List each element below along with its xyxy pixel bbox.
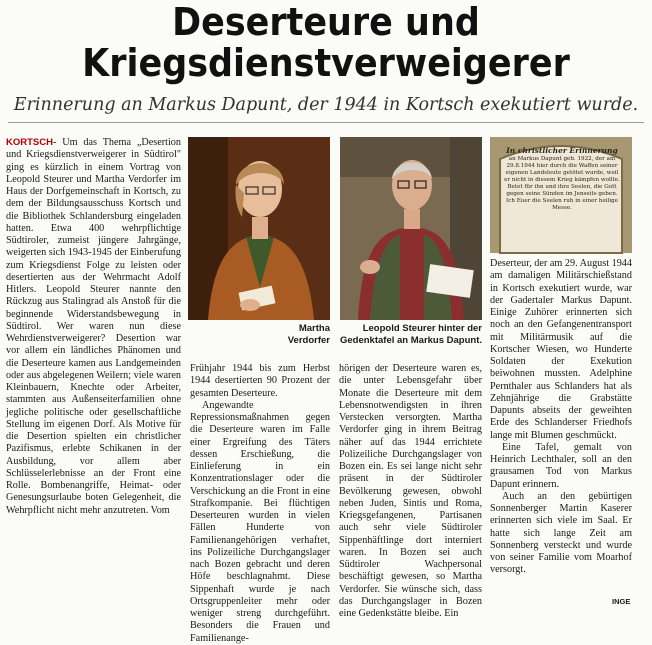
tablet-inscription — [504, 147, 620, 212]
paragraph: Angewandte Repressionsmaßnahmen gegen die Deserteure waren im Falle einer Ergreifung des Täters dessen Erschießung, die Einlieferung in ein Konzentrationslager oder die Verschickung an die Front in eine Strafkompanie. Bei flüchtigen Deserteuren wurden in vielen Fällen Hunderte von Familienangehörigen verhaftet, ins Polizeiliche Durchgangslager nach Bozen gebracht und deren Höfe beschlagnahmt. Diese Sippenhaft wurde je nach Ortsgruppenleiter mehr oder weniger streng durchgeführt. Besonders die Frauen und Familienange- — [190, 399, 330, 644]
paragraph: Auch an den gebürtigen Sonnenberger Martin Kaserer erinnerten sich viele im Saal. Er hatte sich lange Zeit am Sonnenberg versteckt und wurde von seiner Familie vom Moarhof versorgt. — [490, 490, 632, 576]
headline-line-1: Deserteure und — [172, 0, 480, 44]
dateline: KORTSCH — [6, 137, 53, 148]
paragraph: Eine Tafel, gemalt von Heinrich Lechthaler, soll an den grausamen Tod von Markus Dapunt erinnern. — [490, 441, 632, 490]
paragraph — [6, 137, 181, 517]
tablet-text: an Markus Dapunt geb. 1922, der am 29.8.1944 hier durch die Waffen seiner eigenen Landsleute getötet wurde, weil er nicht in diesem Krieg kämpfen wollte. Betet für ihn und ihre Seelen, die Gott gegen seine Sünden im Jenseits geben. Ich Euer die Seelen ruh in einer heilige Messe. — [504, 156, 620, 211]
photo-martha-verdorfer — [188, 137, 330, 320]
divider — [8, 122, 644, 123]
photo-leopold-steurer — [340, 137, 482, 320]
photo-illustration — [188, 137, 330, 320]
headline-line-2: Kriegsdienstverweigerer — [82, 41, 570, 85]
caption-line: Gedenktafel an Markus Dapunt. — [340, 334, 483, 346]
photo-memorial-tablet — [490, 137, 632, 253]
photo-illustration — [340, 137, 482, 320]
paragraph-text: - Um das Thema „Desertion und Kriegsdienstverweigerer in Südtirol" ging es kürzlich in einem Vortrag von Leopold Steurer und Martha Verdorfer im Haus der Dorfgemeinschaft in Kortsch, zu dem der Bildungsausschuss Kortsch und die Bibliothek Schlandersburg eingeladen hatten. Etwa 400 wehrpflichtige Südtiroler, zumeist jüngere Jahrgänge, weigerten sich 1943-1945 der Einberufung zum Kriegsdienst Folge zu leisten oder desertierten aus der Wehrmacht Adolf Hitlers. Leopold Steurer nannte den Rückzug aus Stalingrad als Anstoß für die beginnende Widerstandsbewegung in Südtirol. Wer waren nun diese Wehrdienstverweigerer? Desertion war vor allem ein ländliches Phänomen und die Deserteure kamen aus Landgemeinden oder aus abgelegenen Weilern; viele waren Kleinbauern, Knechte oder Arbeiter, stammten aus Außenseiterfamilien ohne jegliche politische oder gesellschaftliche Stellung im eigenen Dorf. Als Motive für die Desertion spielten ein christlicher Pazifismus, erlebte Schikanen in der Ausbildung, vor allem aber Schlüsselerlebnisse an der Front eine Rolle. Bombenangriffe, Heimat- oder Genesungsurlaube boten Gelegenheit, die Wehrpflicht nicht mehr anzutreten. Vom — [6, 137, 181, 516]
article-column-3 — [339, 363, 482, 623]
caption-line: Verdorfer — [287, 334, 330, 346]
photo-2-caption — [340, 323, 482, 346]
photo-1-caption — [250, 323, 330, 346]
subtitle: Erinnerung an Markus Dapunt, der 1944 in Kortsch exekutiert wurde. — [13, 95, 639, 115]
article-column-4 — [490, 258, 632, 590]
caption-line: Leopold Steurer hinter der — [362, 323, 482, 334]
author-signature: INGE — [612, 597, 631, 606]
caption-line: Martha — [298, 323, 330, 334]
paragraph: Frühjahr 1944 bis zum Herbst 1944 desertierten 90 Prozent der gesamten Deserteure. — [190, 363, 330, 399]
article-column-2 — [190, 363, 330, 644]
paragraph: Deserteur, der am 29. August 1944 am damaligen Militärschießstand in Kortsch exekutiert wurde, war der Gadertaler Markus Dapunt. Einige Zuhörer erinnerten sich noch an den Gefangenentransport mit Militärmusik auf die Kortscher Wiesen, wo Hunderte Soldaten der Exekution beiwohnen mussten. Adelphine Pernthaler aus Schlanders hat als Zehnjährige die Grabstätte Dapunts abseits der geweihten Erde des Schlanderser Friedhofs lange mit Blumen geschmückt. — [490, 258, 632, 441]
tablet-title: In christlicher Erinnerung — [506, 146, 618, 155]
paragraph: hörigen der Deserteure waren es, die unter Lebensgefahr über Monate die Deserteure mit dem Lebensnotwendigsten in ihren Verstecken versorgten. Martha Verdorfer ging in ihrem Beitrag näher auf das 1944 errichtete Polizeiliche Durchgangslager von Bozen ein. Es sei lange nicht sehr präsent in der Südtiroler Bevölkerung gewesen, obwohl neben Juden, Sintis und Roma, Kriegsgefangenen, Partisanen auch sehr viele Südtiroler Sippenhäftlinge dort interniert waren. In Bozen sei auch Südtiroler Wachpersonal beschäftigt gewesen, so Martha Verdorfer. Sie wünsche sich, dass das Durchgangslager in Bozen eine Gedenkstätte bleibe. Ein — [339, 363, 482, 619]
article-column-1 — [6, 137, 181, 623]
